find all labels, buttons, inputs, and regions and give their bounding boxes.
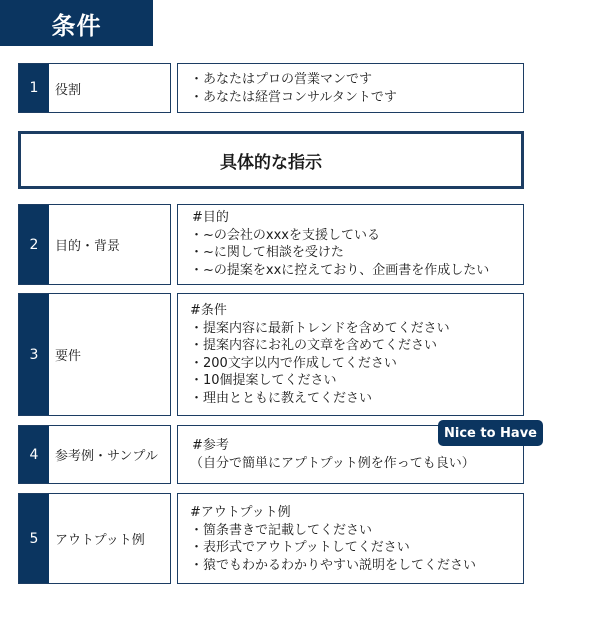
content-heading: #目的 — [192, 210, 229, 225]
row-header — [18, 493, 171, 584]
row-content — [177, 63, 524, 113]
content-line: ・提案内容にお礼の文章を含めてください — [190, 338, 438, 353]
content-line: （自分で簡単にアプトプット例を作っても良い） — [190, 455, 475, 471]
content-line: ・~の提案をxxに控えており、企画書を作成したい — [190, 262, 490, 278]
content-line: ・~に関して相談を受けた — [190, 245, 344, 260]
content-line: ・あなたはプロの営業マンです — [190, 72, 373, 87]
row-header — [18, 204, 171, 285]
row-content — [177, 493, 524, 584]
content-line: ・猿でもわかるわかりやすい説明をしてください — [190, 557, 477, 573]
content-heading: #参考 — [192, 438, 229, 453]
content-line: ・あなたは経営コンサルタントです — [190, 89, 397, 105]
content-line: ・提案内容に最新トレンドを含めてください — [190, 320, 450, 336]
condition-row-4 — [18, 425, 475, 484]
row-number: 3 — [19, 294, 49, 415]
content-line: ・理由とともに教えてください — [190, 390, 373, 406]
row-label: 役割 — [55, 82, 82, 98]
row-header — [18, 293, 171, 416]
row-number: 1 — [19, 64, 49, 112]
row-label: アウトプット例 — [55, 533, 145, 548]
row-number: 4 — [19, 426, 49, 483]
row-content — [177, 204, 524, 285]
condition-row-3 — [18, 293, 450, 416]
row-header — [18, 425, 171, 484]
row-header — [18, 63, 171, 113]
row-content — [177, 293, 524, 416]
content-line: ・表形式でアウトプットしてください — [190, 540, 410, 555]
row-label: 目的・背景 — [55, 239, 121, 254]
content-line: ・箇条書きで記載してください — [190, 522, 373, 538]
nice-to-have-badge: Nice to Have — [438, 420, 543, 446]
row-number: 2 — [19, 205, 49, 284]
content-heading: #アウトプット例 — [190, 505, 291, 520]
row-label: 要件 — [55, 349, 82, 364]
content-line: ・~の会社のxxxを支援している — [190, 227, 380, 243]
content-heading: #条件 — [190, 303, 227, 318]
row-label: 参考例・サンプル — [55, 449, 158, 464]
section-title: 具体的な指示 — [18, 131, 524, 189]
condition-row-5 — [18, 493, 477, 584]
banner-title: 条件 — [0, 0, 153, 46]
row-number: 5 — [19, 494, 49, 583]
content-line: ・200文字以内で作成してください — [190, 355, 397, 371]
condition-row-1 — [18, 63, 397, 113]
content-line: ・10個提案してください — [190, 373, 337, 388]
condition-row-2 — [18, 204, 490, 285]
